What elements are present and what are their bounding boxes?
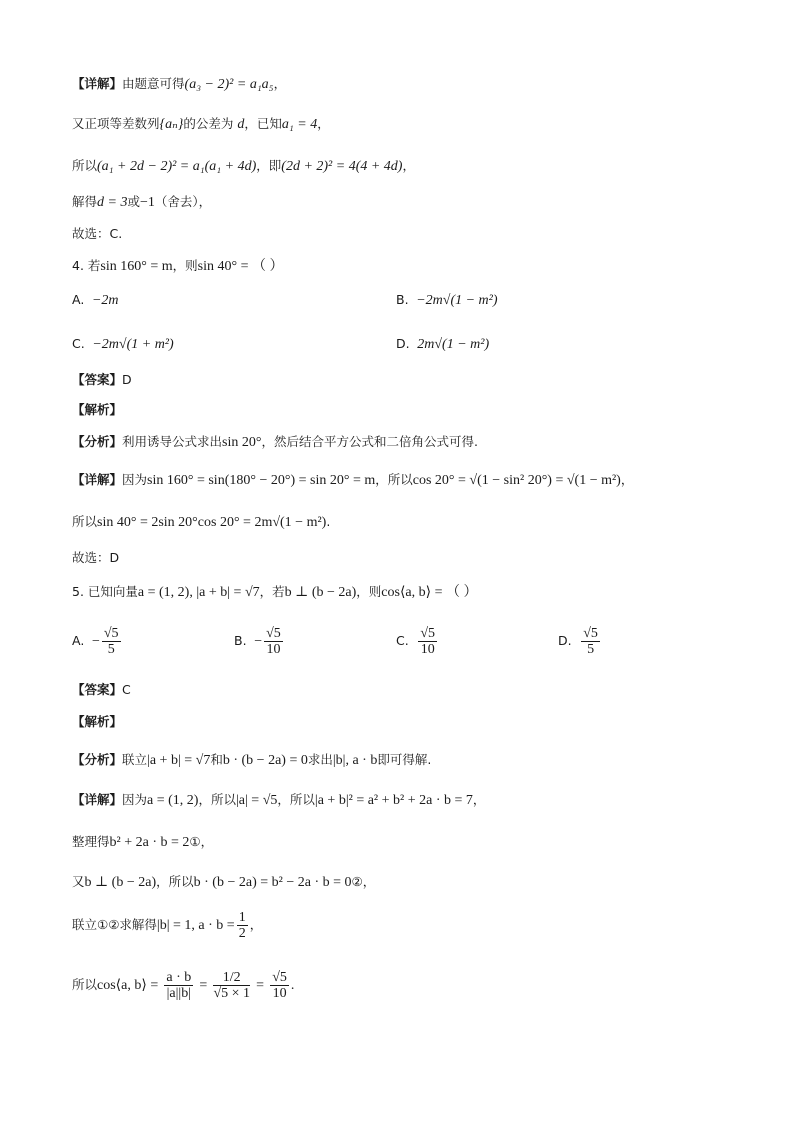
text: （舍去）， [154,194,212,209]
formula: b ⊥ (b − 2a) [284,585,357,600]
equals-sign: = [256,978,265,993]
formula: cos⟨a, b⟩ = （ ） [381,585,478,600]
text: 解得 [72,194,98,209]
formula: d = 3 [97,195,128,210]
text: ，则 [172,258,198,273]
text: 联立①②求解得 [72,917,157,932]
option-value: −2m√(1 − m²) [416,293,498,308]
formula: |b| = 1, a · b = [156,918,235,933]
q5-option-b [234,626,285,657]
text: 即可得解. [377,752,432,767]
detail-4 [72,470,633,491]
fraction [581,626,600,657]
text: ，然后结合平方公式和二倍角公式可得. [261,434,478,449]
detail-4c [72,548,119,569]
q5-option-d [558,626,602,657]
text: 故选：C. [72,226,123,241]
fraction [418,626,437,657]
question-number: 4. 若 [72,258,101,273]
formula: b² + 2a · b = 2 [109,835,190,850]
text: 所以 [72,514,98,529]
text: ， [402,158,415,173]
tag-fenxi: 【分析】 [72,434,123,449]
option-label: B. [396,292,409,307]
text: ， [620,472,634,487]
text: ， [249,917,263,932]
option-value: −2m [91,293,119,308]
formula: a = (1, 2) [147,793,199,808]
formula: sin 40° = （ ） [197,259,284,274]
minus-sign: − [91,634,100,649]
q5-option-c [396,626,439,657]
text: ，则 [356,584,382,599]
option-value: 2m√(1 − m²) [417,337,490,352]
text: ，所以 [198,792,236,807]
numerator: √5 [583,626,598,641]
text: ①， [189,834,214,849]
answer-value: C [122,682,131,697]
formula: cos⟨a, b⟩ = [97,978,159,993]
question-number: 5. 已知向量 [72,584,138,599]
denominator: |a||b| [166,986,192,1001]
q4-option-c [72,336,174,353]
text: ，所以 [277,792,315,807]
numerator: √5 [272,970,287,985]
fraction [264,626,283,657]
numerator: 1 [238,910,246,925]
formula: sin 160° = sin(180° − 20°) = sin 20° = m [147,473,376,488]
text: 整理得 [72,834,110,849]
text: 因为 [122,792,148,807]
analysis-5-heading [72,712,122,733]
text: 又正项等差数列 [72,116,160,131]
formula: |a + b| = √7 [147,753,211,768]
formula: sin 20° [222,435,262,450]
option-label: C. [396,633,409,648]
option-value: −2m√(1 + m²) [92,337,174,352]
detail-4b [72,512,330,533]
tag-fenxi: 【分析】 [72,752,123,767]
detail-5c [72,872,375,893]
text: 或 [127,194,140,209]
text: 和 [210,752,223,767]
option-label: A. [72,292,85,307]
text: ，已知 [244,116,282,131]
numerator: √5 [103,626,119,641]
answer-5 [72,680,131,701]
text: 由题意可得 [122,76,185,91]
formula: (a₁ + 2d − 2)² = a₁(a₁ + 4d) [97,159,257,174]
tag-detail: 【详解】 [72,76,123,91]
equals-sign: = [199,978,208,993]
text: ，所以 [156,874,194,889]
option-label: D. [558,633,572,648]
formula: a₁ = 4 [281,117,318,132]
q4-option-d [396,336,489,353]
formula: sin 40° = 2sin 20°cos 20° = 2m√(1 − m²) [97,515,327,530]
fraction-cos [164,970,193,1001]
text: 利用诱导公式求出 [122,434,223,449]
line-detail-4 [72,192,211,213]
answer-4 [72,370,132,391]
text: 又 [72,874,85,889]
q5-option-a [72,626,123,657]
question-4 [72,256,284,277]
text: ， [317,116,330,131]
tag-analysis: 【解析】 [72,714,123,729]
detail-5e [72,970,294,1001]
tag-detail: 【详解】 [72,792,123,807]
line-detail-3 [72,156,415,177]
text: ②， [351,874,376,889]
q4-option-b [396,292,498,309]
denominator: √5 × 1 [213,986,251,1001]
line-choice-c [72,224,122,245]
line-detail-1 [72,74,286,95]
text: ， [472,792,486,807]
line-detail-2 [72,114,330,135]
text: 的公差为 [183,116,238,131]
minus-sign: − [254,634,263,649]
text: 所以 [72,158,98,173]
detail-5 [72,790,485,811]
analysis-5 [72,750,431,771]
period: . [290,978,295,993]
text: 所以 [72,977,98,992]
option-label: A. [72,633,85,648]
text: 故选：D [72,550,120,565]
text: ，若 [259,584,285,599]
formula: (a₃ − 2)² = a₁a₅ [184,77,274,92]
analysis-4 [72,432,478,453]
answer-value: D [122,372,132,387]
formula: b · (b − 2a) = 0 [222,753,308,768]
formula: d [237,117,245,132]
formula: |a| = √5 [235,793,278,808]
formula: (2d + 2)² = 4(4 + 4d) [281,159,403,174]
tag-answer: 【答案】 [72,682,123,697]
text: 联立 [122,752,148,767]
numerator: a · b [166,970,192,985]
q4-option-a [72,292,119,309]
detail-5d [72,910,262,941]
question-5 [72,582,477,603]
fraction-one-half [237,910,248,941]
analysis-4-heading [72,400,122,421]
fraction-result [270,970,289,1001]
text: . [326,514,331,529]
text: 求出 [307,752,333,767]
formula: |b|, a · b [332,753,378,768]
formula: cos 20° = √(1 − sin² 20°) = √(1 − m²) [412,473,621,488]
option-label: B. [234,633,247,648]
tag-analysis: 【解析】 [72,402,123,417]
option-label: C. [72,336,85,351]
fraction-substituted [213,970,250,1001]
formula: {aₙ} [159,117,184,132]
tag-answer: 【答案】 [72,372,123,387]
formula: |a + b|² = a² + b² + 2a · b = 7 [314,793,473,808]
tag-detail: 【详解】 [72,472,123,487]
detail-5b [72,832,213,853]
fraction [102,626,121,657]
denominator: 2 [238,926,246,941]
numerator: √5 [266,626,281,641]
numerator: 1/2 [213,970,250,986]
numerator: √5 [420,626,436,641]
formula: sin 160° = m [100,259,173,274]
option-label: D. [396,336,410,351]
text: ，即 [256,158,282,173]
denominator: 10 [420,642,435,657]
denominator: 5 [107,642,115,657]
formula: −1 [139,195,155,210]
text: ，所以 [375,472,413,487]
denominator: 5 [587,642,595,657]
formula: b · (b − 2a) = b² − 2a · b = 0 [193,875,352,890]
formula: a = (1, 2), |a + b| = √7 [137,585,260,600]
denominator: 10 [272,986,287,1001]
denominator: 10 [266,642,281,657]
formula: b ⊥ (b − 2a) [84,875,157,890]
text: ， [273,76,287,91]
text: 因为 [122,472,148,487]
